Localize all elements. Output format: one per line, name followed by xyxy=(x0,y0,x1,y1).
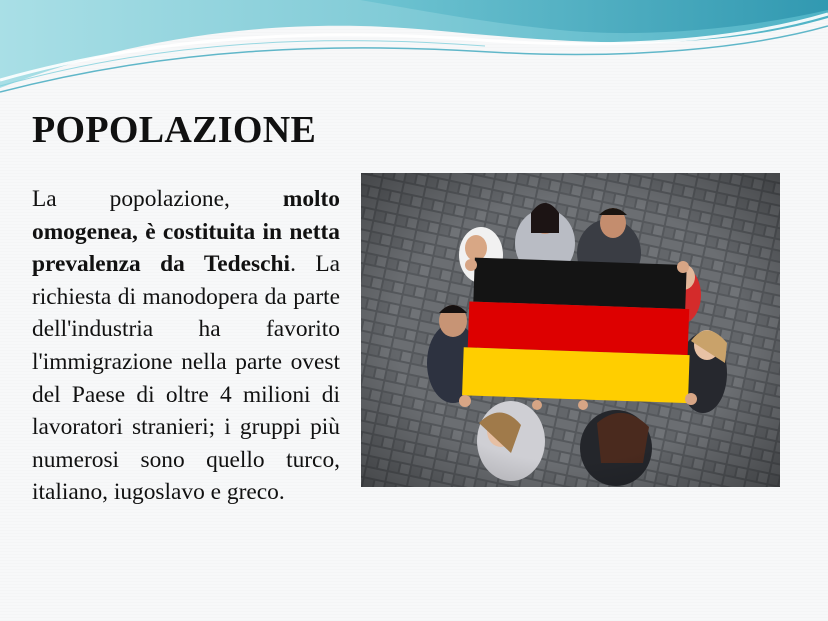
body-text-emphasis: molto omogenea, è costituita in netta prevalenza da Tedeschi xyxy=(32,186,340,278)
header-wave-decoration xyxy=(0,0,828,100)
photo-people-with-flag xyxy=(361,173,780,487)
body-paragraph xyxy=(32,183,340,509)
body-text-intro: La popolazione, xyxy=(32,186,283,212)
slide-title: POPOLAZIONE xyxy=(32,109,317,151)
photo-illustration xyxy=(361,173,780,487)
body-text-rest: . La richiesta di manodopera da parte dell'industria ha favorito l'immigrazione nella parte ovest del Paese di oltre 4 milioni di lavoratori stranieri; i gruppi più numerosi sono quello turco, italiano, iugoslavo e greco. xyxy=(32,251,341,506)
